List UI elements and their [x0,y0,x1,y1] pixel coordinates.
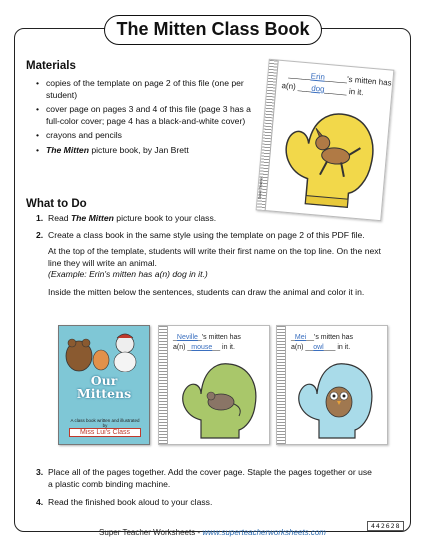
student-name: Erin [310,71,326,82]
step-4: 4. Read the finished book aloud to your class. [36,497,213,507]
cover-class-name: Miss Lui's Class [69,428,141,437]
binding-label: Super Teacher [257,176,264,200]
materials-item: • copies of the template on page 2 of this file (one per student) [36,78,256,101]
student-name: Neville [176,334,198,341]
footer-link[interactable]: www.superteacherworksheets.com [202,528,326,537]
sample-page-mei: _Mei__'s mitten has a(n) __owl___ in it. [276,325,388,445]
student-animal: mouse [191,344,213,351]
binding-strip [159,326,168,444]
student-animal: dog [310,83,325,94]
materials-item: • crayons and pencils [36,130,256,142]
book-title: The Mitten [46,144,89,155]
materials-heading: Materials [26,60,76,72]
binding-strip [277,326,286,444]
step-2-detail: At the top of the template, students will write their first name on the top line. On the next line they will write an animal. (Example: Erin's mitten has a(n) dog in it.) [48,246,381,279]
steps-list [36,213,396,304]
worksheet-code: 442628 [367,521,404,531]
materials-item: • cover page on pages 3 and 4 of this file (page 3 has a full-color cover; page 4 has a black-and-white cover) [36,104,256,127]
student-name: Mei [294,334,307,341]
step-2: 2. Create a class book in the same style using the template on page 2 of this PDF file. [36,229,365,240]
step-1: 1. Read The Mitten picture book to your class. [36,213,217,223]
step-2-drawing: Inside the mitten below the sentences, students can draw the animal and color it in. [48,286,365,297]
sample-page-erin: _____Erin_____'s mitten has a(n) ___dog_____ in it. Super Teacher [256,59,395,221]
sample-page-neville: _Neville_'s mitten has a(n) _mouse__ in it. [158,325,270,445]
materials-item: • The Mitten picture book, by Jan Brett [36,145,256,157]
what-to-do-heading: What to Do [26,198,87,210]
cover-title: Our Mittens [76,373,132,401]
page-title: The Mitten Class Book [104,15,322,45]
cover-subtitle: A class book written and illustrated by [70,418,140,428]
student-animal: owl [313,344,324,351]
mitten-mouse-illustration [179,358,261,442]
mitten-dog-illustration [275,101,384,215]
footer: Super Teacher Worksheets - www.superteacherworksheets.com [99,528,326,537]
cover-animals-illustration [63,330,147,372]
step-3: 3. Place all of the pages together. Add the cover page. Staple the pages together or use a plastic comb binding machine. [36,467,372,489]
mitten-owl-illustration [293,358,379,442]
cover-page-sample [58,325,150,445]
materials-list [36,78,256,159]
